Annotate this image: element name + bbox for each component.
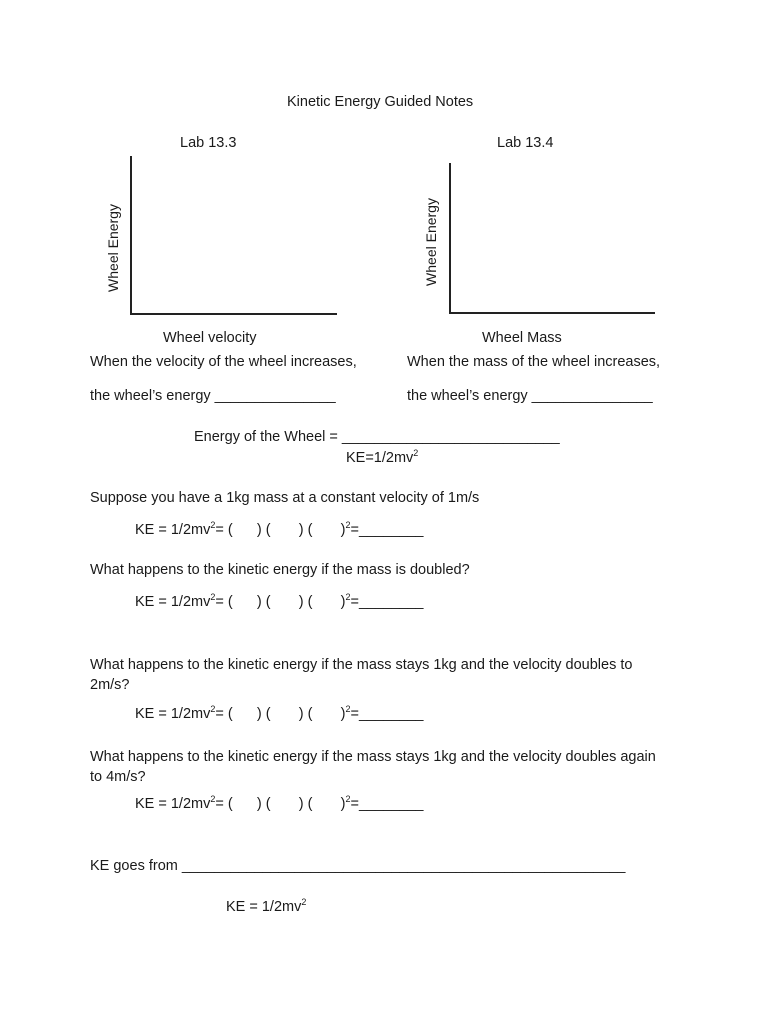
observation-mass-line2: the wheel’s energy _______________ (407, 388, 653, 404)
question-1: Suppose you have a 1kg mass at a constant velocity of 1m/s (90, 490, 480, 506)
page-title: Kinetic Energy Guided Notes (287, 94, 474, 110)
question-2: What happens to the kinetic energy if the mass is doubled? (90, 562, 470, 578)
ke-formula-exponent: 2 (413, 448, 419, 458)
eq-tail: =________ (350, 706, 424, 722)
graph-x-axis (130, 313, 337, 315)
energy-of-wheel-prompt: Energy of the Wheel = ___________________________ (194, 429, 560, 445)
graph-lab-label: Lab 13.4 (497, 135, 554, 151)
eq-exp1: 2 (210, 520, 216, 530)
eq-exp1: 2 (210, 794, 216, 804)
eq-mid: = ( ) ( ) ( ) (215, 522, 346, 538)
eq-exp1: 2 (210, 592, 216, 602)
graph-x-label: Wheel Mass (482, 330, 562, 346)
final-ke-formula-base: KE = 1/2mv (226, 899, 302, 915)
graph-x-label: Wheel velocity (163, 330, 257, 346)
eq-mid: = ( ) ( ) ( ) (215, 796, 346, 812)
eq-lead: KE = 1/2mv (135, 796, 211, 812)
eq-lead: KE = 1/2mv (135, 594, 211, 610)
graph-y-axis (130, 156, 132, 315)
ke-formula (346, 450, 418, 467)
observation-mass-line1: When the mass of the wheel increases, (407, 354, 661, 370)
eq-exp2: 2 (345, 704, 351, 714)
question-3: What happens to the kinetic energy if the mass stays 1kg and the velocity doubles to 2m/s? (90, 657, 633, 693)
observation-velocity-line1: When the velocity of the wheel increases, (90, 354, 357, 370)
ke-formula-base: KE=1/2mv (346, 450, 414, 466)
eq-tail: =________ (350, 594, 424, 610)
question-4: What happens to the kinetic energy if the mass stays 1kg and the velocity doubles again to 4m/s? (90, 749, 656, 785)
question-1-equation (135, 522, 423, 539)
graph-y-label: Wheel Energy (423, 198, 439, 286)
question-4-equation (135, 796, 423, 813)
eq-lead: KE = 1/2mv (135, 706, 211, 722)
eq-mid: = ( ) ( ) ( ) (215, 706, 346, 722)
question-2-equation (135, 594, 423, 611)
graph-y-axis (449, 163, 451, 314)
eq-exp2: 2 (345, 592, 351, 602)
graph-lab-label: Lab 13.3 (180, 135, 237, 151)
eq-exp1: 2 (210, 704, 216, 714)
eq-exp2: 2 (345, 794, 351, 804)
eq-tail: =________ (350, 796, 424, 812)
eq-lead: KE = 1/2mv (135, 522, 211, 538)
question-3-equation (135, 706, 423, 723)
eq-exp2: 2 (345, 520, 351, 530)
eq-tail: =________ (350, 522, 424, 538)
eq-mid: = ( ) ( ) ( ) (215, 594, 346, 610)
final-ke-formula (226, 899, 306, 916)
graph-x-axis (449, 312, 655, 314)
graph-y-label: Wheel Energy (105, 204, 121, 292)
observation-velocity-line2: the wheel’s energy _______________ (90, 388, 336, 404)
final-ke-formula-exponent: 2 (301, 897, 307, 907)
ke-goes-from-prompt: KE goes from _______________________________________________________ (90, 858, 626, 874)
